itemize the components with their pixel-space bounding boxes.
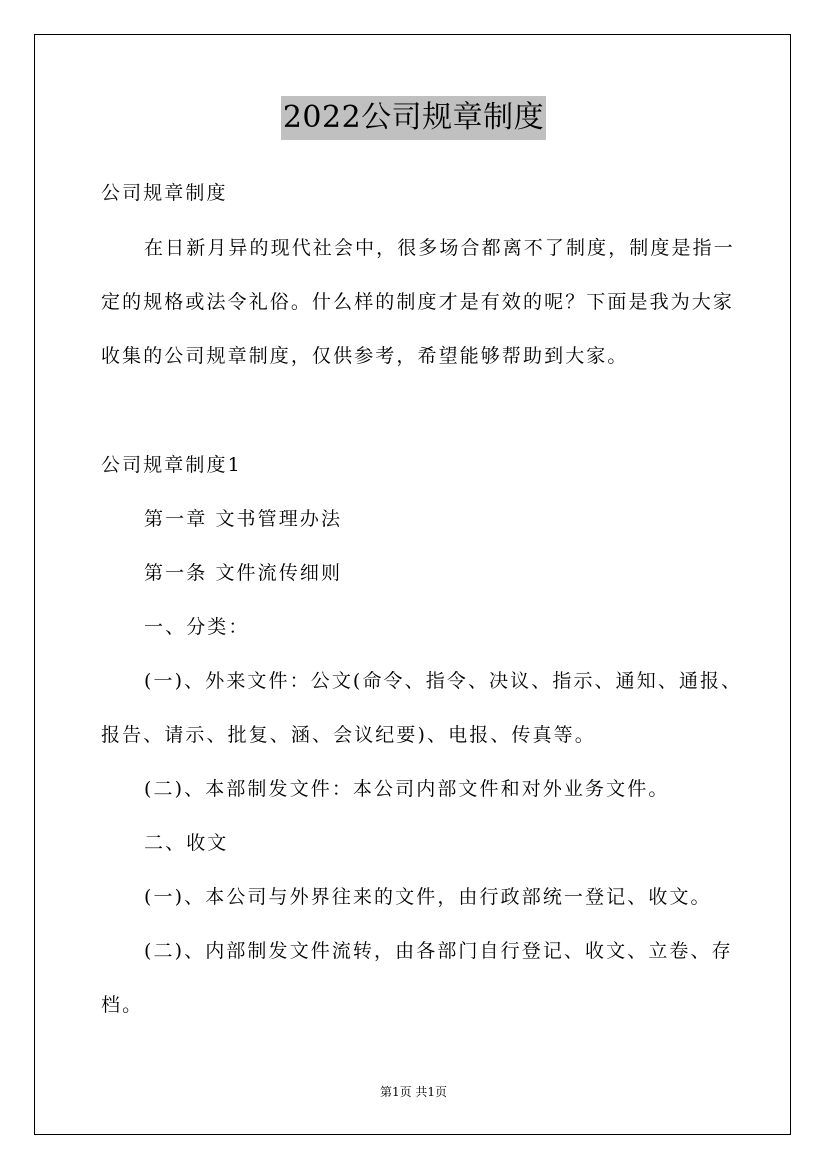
section-heading: 公司规章制度 xyxy=(101,182,228,204)
chapter-heading: 第一章 文书管理办法 xyxy=(144,508,343,530)
section-heading: 公司规章制度1 xyxy=(101,454,242,476)
list-item: 二、收文 xyxy=(144,832,229,854)
list-item: 一、分类： xyxy=(144,616,250,638)
list-item-continuation: 档。 xyxy=(101,994,144,1016)
list-item-continuation: 报告、请示、批复、涵、会议纪要)、电报、传真等。 xyxy=(101,724,596,746)
paragraph-line: 收集的公司规章制度，仅供参考，希望能够帮助到大家。 xyxy=(101,345,629,367)
list-item: (一)、外来文件：公文(命令、指令、决议、指示、通知、通报、 xyxy=(144,670,743,692)
page-footer: 第1页 共1页 xyxy=(379,1085,448,1099)
paragraph-line: 在日新月异的现代社会中，很多场合都离不了制度，制度是指一 xyxy=(144,237,735,259)
paragraph-line: 定的规格或法令礼俗。什么样的制度才是有效的呢？下面是我为大家 xyxy=(101,291,735,313)
list-item: (一)、本公司与外界往来的文件，由行政部统一登记、收文。 xyxy=(144,886,712,908)
list-item: (二)、内部制发文件流转，由各部门自行登记、收文、立卷、存 xyxy=(144,940,733,962)
document-title: 2022公司规章制度 xyxy=(281,96,546,140)
article-heading: 第一条 文件流传细则 xyxy=(144,562,343,584)
list-item: (二)、本部制发文件：本公司内部文件和对外业务文件。 xyxy=(144,778,670,800)
title-container xyxy=(0,96,827,140)
